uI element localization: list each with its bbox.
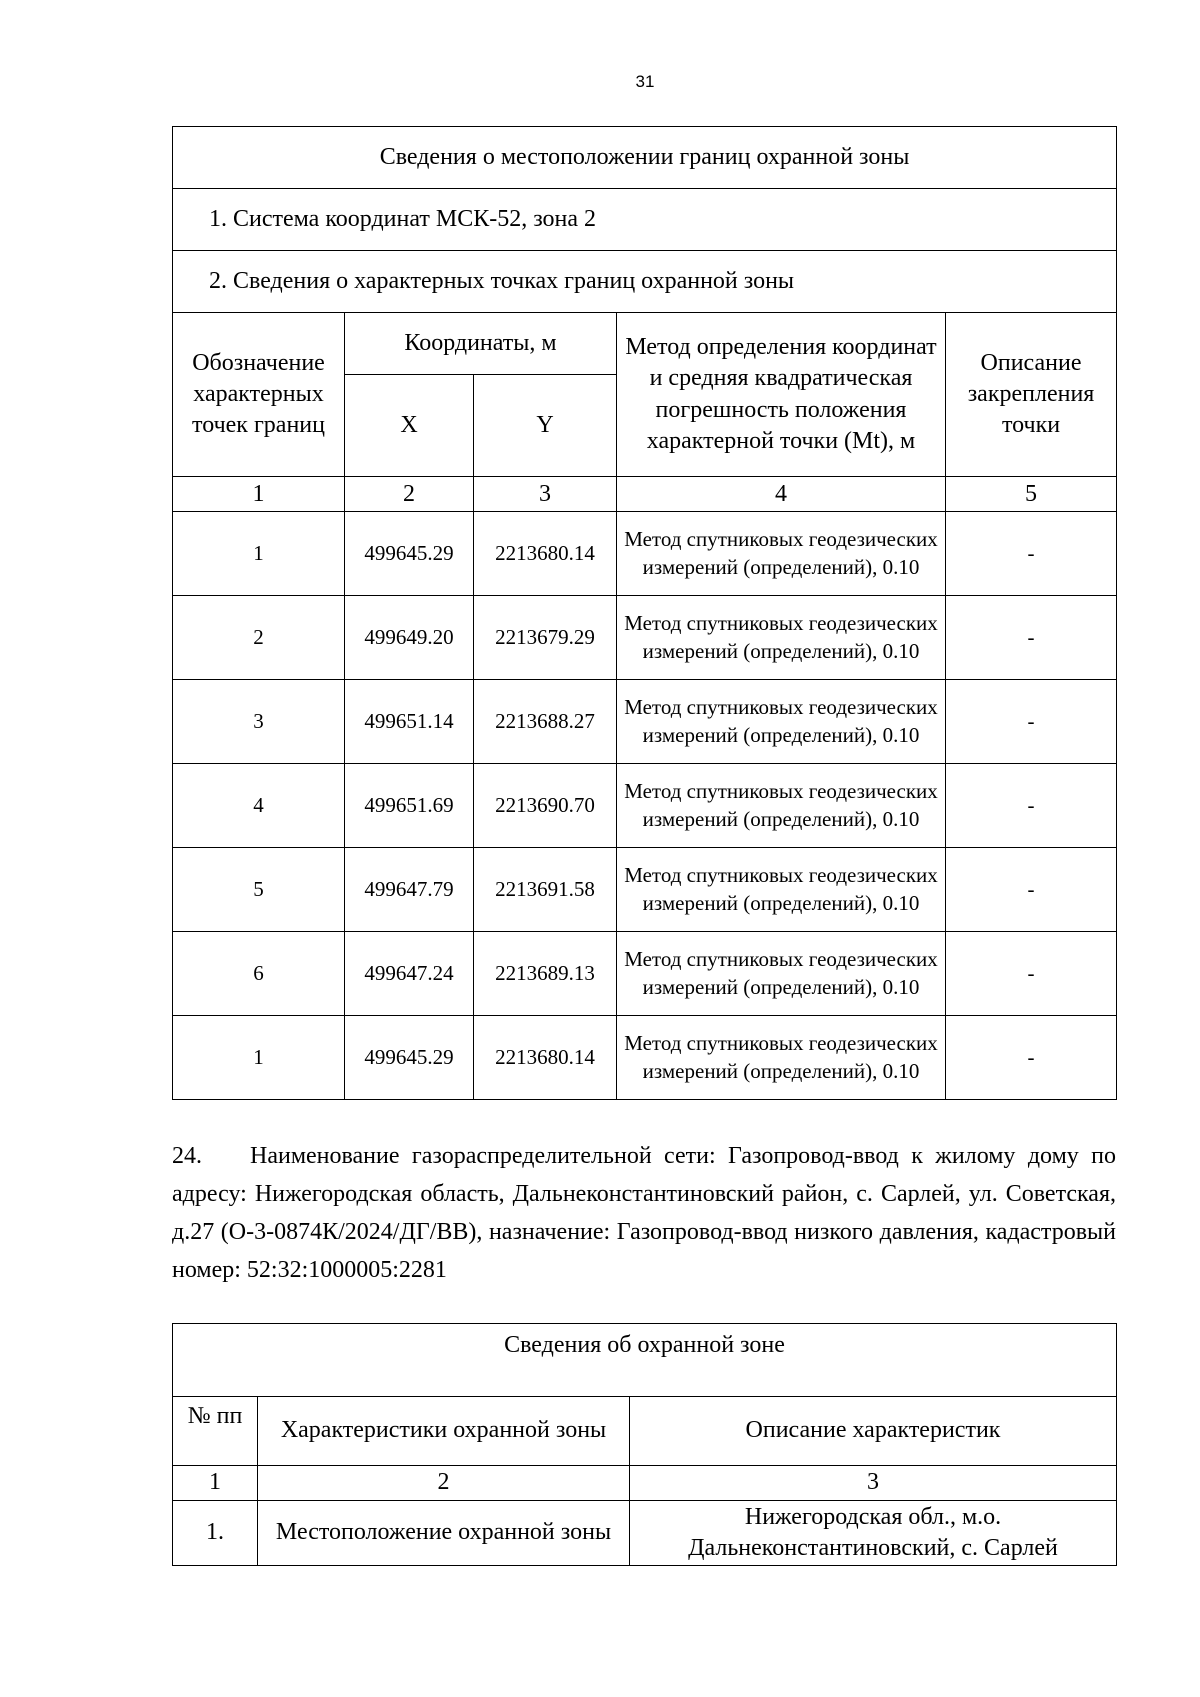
description-cell: - [946, 596, 1117, 680]
column-number: 2 [258, 1466, 630, 1501]
x-cell: 499647.79 [345, 848, 474, 932]
header-point: Обозначение характерных точек границ [173, 313, 345, 477]
network-description-paragraph [172, 1137, 1116, 1289]
table-row [173, 932, 1117, 1016]
header-num: № пп [173, 1397, 258, 1466]
point-cell: 1 [173, 512, 345, 596]
column-number: 1 [173, 477, 345, 512]
table-row [173, 1016, 1117, 1100]
method-cell: Метод спутниковых геодезических измерений (определений), 0.10 [617, 764, 946, 848]
description-cell: - [946, 680, 1117, 764]
x-cell: 499649.20 [345, 596, 474, 680]
table-row [173, 680, 1117, 764]
table-row [173, 512, 1117, 596]
boundary-points-table [172, 126, 1117, 1100]
y-cell: 2213691.58 [474, 848, 617, 932]
y-cell: 2213680.14 [474, 512, 617, 596]
column-number: 3 [474, 477, 617, 512]
table-title: Сведения о местоположении границ охранной зоны [173, 127, 1117, 189]
paragraph-text: Наименование газораспределительной сети: Газопровод-ввод к жилому дому по адресу: Нижегородская область, Дальнеконстантиновский район, с. Сарлей, ул. Советская, д.27 (О-3-0874К/2024/ДГ/ВВ), назначение: Газопровод-ввод низкого давления, кадастровый номер: 52:32:1000005:2281 [172, 1143, 1116, 1283]
header-y: Y [474, 375, 617, 477]
page-number: 31 [635, 72, 655, 91]
description-cell: - [946, 764, 1117, 848]
method-cell: Метод спутниковых геодезических измерений (определений), 0.10 [617, 596, 946, 680]
method-cell: Метод спутниковых геодезических измерений (определений), 0.10 [617, 680, 946, 764]
method-cell: Метод спутниковых геодезических измерений (определений), 0.10 [617, 1016, 946, 1100]
point-cell: 4 [173, 764, 345, 848]
point-cell: 6 [173, 932, 345, 1016]
point-cell: 3 [173, 680, 345, 764]
coordinate-system: 1. Система координат МСК-52, зона 2 [173, 189, 1117, 251]
num-cell: 1. [173, 1501, 258, 1566]
header-coordinates: Координаты, м [345, 313, 617, 375]
column-number: 5 [946, 477, 1117, 512]
column-number: 4 [617, 477, 946, 512]
table-row [173, 596, 1117, 680]
header-x: X [345, 375, 474, 477]
table-title: Сведения об охранной зоне [173, 1324, 1117, 1397]
column-number: 3 [630, 1466, 1117, 1501]
description-cell: - [946, 932, 1117, 1016]
point-cell: 2 [173, 596, 345, 680]
header-description: Описание характеристик [630, 1397, 1117, 1466]
header-method: Метод определения координат и средняя квадратическая погрешность положения характерной точки (Mt), м [617, 313, 946, 477]
y-cell: 2213679.29 [474, 596, 617, 680]
y-cell: 2213689.13 [474, 932, 617, 1016]
point-cell: 5 [173, 848, 345, 932]
method-cell: Метод спутниковых геодезических измерений (определений), 0.10 [617, 848, 946, 932]
x-cell: 499645.29 [345, 1016, 474, 1100]
y-cell: 2213688.27 [474, 680, 617, 764]
method-cell: Метод спутниковых геодезических измерений (определений), 0.10 [617, 512, 946, 596]
column-number: 2 [345, 477, 474, 512]
table-row [173, 848, 1117, 932]
table-row [173, 764, 1117, 848]
y-cell: 2213690.70 [474, 764, 617, 848]
header-description: Описание закрепления точки [946, 313, 1117, 477]
paragraph-number: 24. [172, 1143, 202, 1169]
x-cell: 499647.24 [345, 932, 474, 1016]
description-cell: - [946, 1016, 1117, 1100]
method-cell: Метод спутниковых геодезических измерений (определений), 0.10 [617, 932, 946, 1016]
header-characteristic: Характеристики охранной зоны [258, 1397, 630, 1466]
description-cell: Нижегородская обл., м.о. Дальнеконстантиновский, с. Сарлей [630, 1501, 1117, 1566]
characteristic-cell: Местоположение охранной зоны [258, 1501, 630, 1566]
x-cell: 499651.69 [345, 764, 474, 848]
y-cell: 2213680.14 [474, 1016, 617, 1100]
description-cell: - [946, 848, 1117, 932]
description-cell: - [946, 512, 1117, 596]
protection-zone-table [172, 1323, 1117, 1566]
x-cell: 499651.14 [345, 680, 474, 764]
table-row [173, 1501, 1117, 1566]
column-number: 1 [173, 1466, 258, 1501]
point-cell: 1 [173, 1016, 345, 1100]
points-section-title: 2. Сведения о характерных точках границ охранной зоны [173, 251, 1117, 313]
x-cell: 499645.29 [345, 512, 474, 596]
